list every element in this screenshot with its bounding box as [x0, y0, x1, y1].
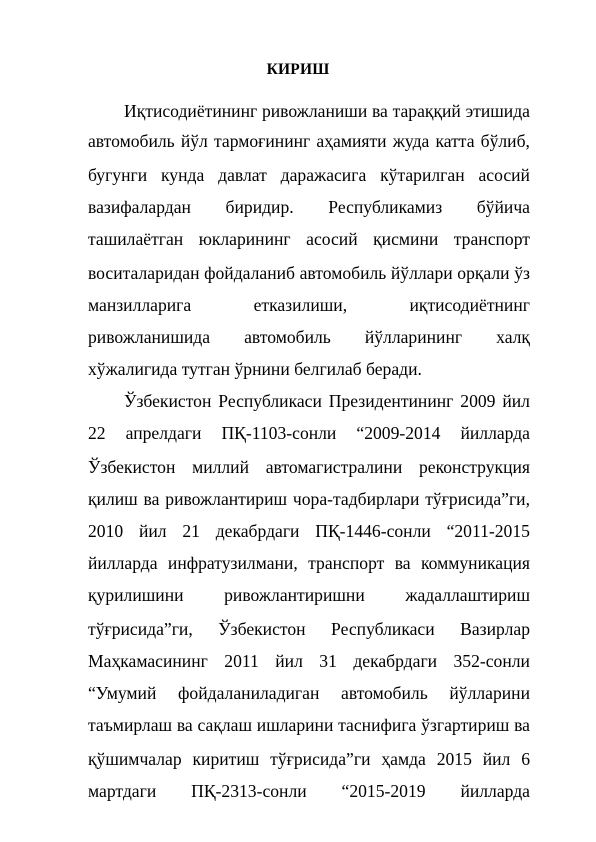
word: 2011 [224, 651, 259, 671]
word: бўйича [476, 197, 530, 217]
word: ривожлантиришни [224, 585, 365, 605]
word: йил [275, 651, 303, 671]
text-line [88, 294, 530, 316]
text-line [88, 584, 530, 606]
word: кунда [161, 165, 205, 185]
word: бугунги [88, 165, 148, 185]
word: ҳамда [381, 749, 426, 769]
word: Ўзбекистон [124, 391, 212, 411]
word: Республикаси [331, 619, 435, 639]
word: автомагистралини [265, 457, 403, 477]
word: 352-сонли [453, 651, 530, 671]
text-line [88, 748, 530, 770]
word: даражасига [280, 165, 367, 185]
word: асосий [306, 229, 358, 249]
word: 22 [88, 423, 106, 443]
word: асосий [478, 165, 530, 185]
word: ПҚ-1446-сонли [315, 521, 431, 541]
word: этишида [465, 101, 530, 121]
text-line [88, 488, 530, 510]
word: йилларда [460, 781, 530, 801]
word: фойдаланиб [204, 263, 295, 283]
word: вазифалардан [88, 197, 191, 217]
word: 2015 [436, 749, 472, 769]
word: қўшимчалар [88, 749, 182, 769]
word: мартдаги [88, 781, 157, 801]
word: 31 [319, 651, 337, 671]
word: фойдаланиладиган [178, 683, 320, 703]
word: ва [514, 715, 530, 735]
text-line [88, 780, 530, 802]
word: тараққий [392, 101, 461, 121]
word: транспорт [453, 229, 530, 249]
word: 2010 [88, 521, 124, 541]
word: қисмини [373, 229, 439, 249]
word: йўлларини [449, 683, 530, 703]
word: жуда [392, 131, 430, 151]
word: йўлларининг [364, 327, 463, 347]
word: ПҚ-1103-сонли [221, 423, 337, 443]
text-line [88, 358, 530, 380]
word: Вазирлар [460, 619, 530, 639]
word: кўтарилган [380, 165, 465, 185]
word: ва [143, 489, 160, 509]
word: “Умумий [88, 683, 157, 703]
word: халқ [496, 327, 530, 347]
word: автомобиль [299, 263, 387, 283]
word: ва [176, 715, 193, 735]
word: йўл [180, 131, 208, 151]
word: коммуникация [420, 553, 530, 573]
word: йилларда [88, 553, 158, 573]
text-line [88, 714, 530, 736]
page-title: КИРИШ [266, 61, 330, 78]
word: йил [138, 521, 167, 541]
text-line [88, 650, 530, 672]
text-line [88, 262, 530, 284]
word: йилларда [460, 423, 530, 443]
word: ва [371, 101, 388, 121]
word: миллий [192, 457, 250, 477]
word: ривожланишида [88, 327, 211, 347]
text-line [124, 100, 530, 122]
word: ва [394, 553, 411, 573]
word: етказилиши, [253, 295, 348, 315]
word: Республикаси [218, 391, 322, 411]
text-line [88, 228, 530, 250]
word: декабрдаги [215, 521, 300, 541]
text-line-content: хўжалигида тутган ўрнини белгилаб беради. [88, 359, 422, 379]
text-line [88, 552, 530, 574]
word: “2011-2015 [446, 521, 530, 541]
word: декабрдаги [353, 651, 438, 671]
text-line [88, 682, 530, 704]
word: ўз [514, 263, 530, 283]
word: ташилаётган [88, 229, 184, 249]
word: автомобиль [341, 683, 428, 703]
word: автомобиль [244, 327, 331, 347]
word: воситаларидан [88, 263, 200, 283]
word: инфратузилмани, [167, 553, 298, 573]
text-line [88, 196, 530, 218]
text-line [88, 422, 530, 444]
word: сақлаш [197, 715, 253, 735]
word: Ўзбекистон [88, 457, 176, 477]
word: давлат [218, 165, 267, 185]
word: иқтисодиётнинг [409, 295, 530, 315]
word: апрелдаги [125, 423, 202, 443]
word: 2009 [460, 391, 496, 411]
word: бўлиб, [480, 131, 530, 151]
word: биридир. [225, 197, 294, 217]
word: қилиш [88, 489, 138, 509]
word: 21 [182, 521, 200, 541]
text-line [88, 456, 530, 478]
word: Ўзбекистон [218, 619, 306, 639]
text-line [88, 326, 530, 348]
word: манзилларига [88, 295, 192, 315]
word: Президентининг [328, 391, 454, 411]
word: қурилишини [88, 585, 184, 605]
word: йил [502, 391, 530, 411]
word: юкларининг [198, 229, 291, 249]
word: таъмирлаш [88, 715, 173, 735]
text-line [88, 130, 530, 152]
word: Маҳкамасининг [88, 651, 208, 671]
word: йил [482, 749, 511, 769]
word: 6 [521, 749, 530, 769]
word: Иқтисодиётининг [124, 101, 258, 121]
text-line [88, 164, 530, 186]
word: тўғрисида”ги, [425, 489, 530, 509]
word: жадаллаштириш [405, 585, 530, 605]
text-line [88, 618, 530, 640]
word: таснифига [338, 715, 417, 735]
word: ривожланиши [261, 101, 368, 121]
word: ривожлантириш [165, 489, 288, 509]
word: ишларини [256, 715, 334, 735]
word: Республикамиз [328, 197, 443, 217]
word: киритиш [192, 749, 260, 769]
word: йўллари [390, 263, 453, 283]
word: “2009-2014 [356, 423, 441, 443]
word: орқали [457, 263, 510, 283]
word: катта [435, 131, 475, 151]
word: ўзгартириш [421, 715, 510, 735]
word: тўғрисида”ги, [88, 619, 193, 639]
word: ПҚ-2313-сонли [191, 781, 307, 801]
word: тармоғининг [213, 131, 311, 151]
word: чора-тадбирлари [292, 489, 420, 509]
word: тўғрисида”ги [270, 749, 371, 769]
word: транспорт [308, 553, 385, 573]
word: аҳамияти [316, 131, 387, 151]
text-line [88, 520, 530, 542]
word: реконструкция [418, 457, 530, 477]
text-line [124, 390, 530, 412]
word: автомобиль [88, 131, 175, 151]
word: “2015-2019 [341, 781, 426, 801]
